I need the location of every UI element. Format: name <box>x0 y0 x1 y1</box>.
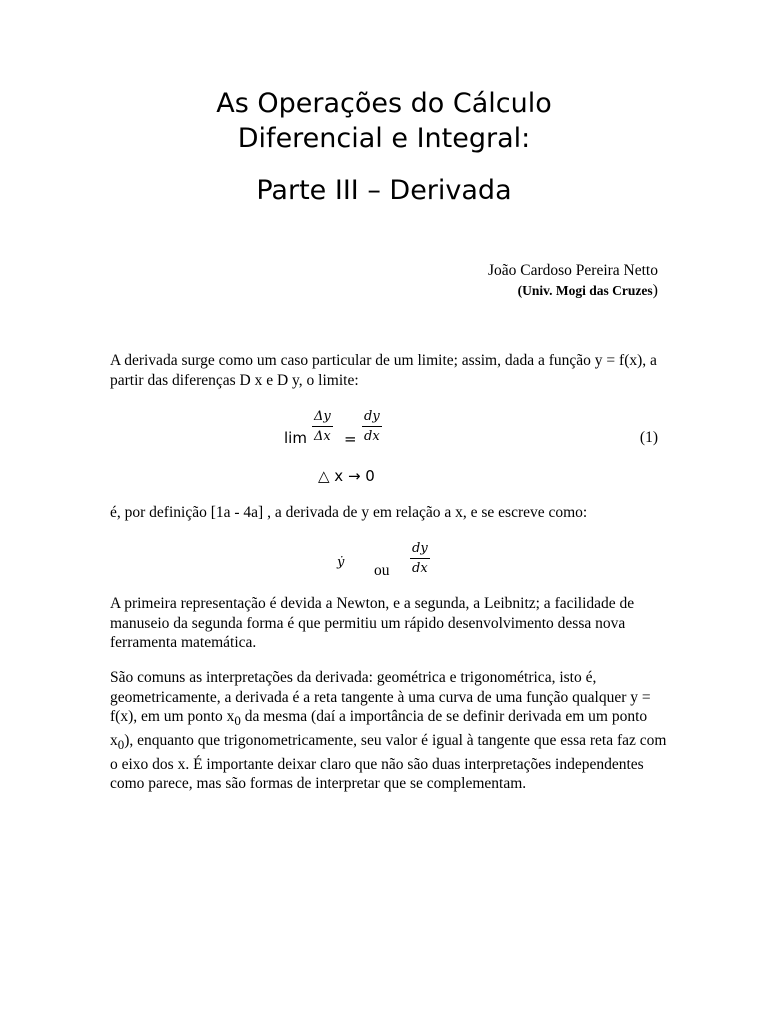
paragraph-4-part-3: ), enquanto que trigonometricamente, seu valor é igual à tangente que essa reta faz com o eixo dos x. É importante deixar claro que não são duas interpretações independentes como parece, mas são formas de interpretar que se complementam. <box>110 731 667 793</box>
eq1-limit-subscript: △ x → 0 <box>318 467 375 485</box>
eq2-frac-numerator: dy <box>412 541 428 556</box>
paragraph-4-part-1: São comuns as interpretações da derivada: geométrica e trigonométrica, isto é, geometricamente, a derivada é a reta tangente à uma curva de uma função qualquer y = f(x), em um ponto x <box>110 669 651 726</box>
eq1-frac1-denominator: Δx <box>314 429 331 444</box>
paragraph-4-part-2: da mesma (daí a importância de se definir derivada em um ponto x <box>110 708 648 749</box>
eq1-frac1-bar <box>312 426 333 427</box>
author-affiliation-close: ) <box>652 282 658 299</box>
paragraph-2: é, por definição [1a - 4a] , a derivada de y em relação a x, e se escreve como: <box>110 504 588 521</box>
author-affiliation-text: (Univ. Mogi das Cruzes <box>517 283 653 298</box>
title-line-3: Parte III – Derivada <box>256 175 512 206</box>
paragraph-4-subscript-1: 0 <box>234 713 241 729</box>
eq2-ou: ou <box>374 562 390 579</box>
title-line-2: Diferencial e Integral: <box>237 123 531 154</box>
eq2-fraction-leibniz <box>410 541 430 576</box>
eq1-frac2-numerator: dy <box>364 409 380 424</box>
eq1-fraction-d <box>362 409 382 444</box>
paragraph-3: A primeira representação é devida a Newton, e a segunda, a Leibnitz; a facilidade de manuseio da segunda forma é que permitiu um rápido desenvolvimento dessa nova ferramenta matemática. <box>110 595 635 652</box>
eq1-number: (1) <box>639 429 658 446</box>
paragraph-4-subscript-2: 0 <box>117 736 125 752</box>
eq1-frac2-denominator: dx <box>364 429 380 444</box>
eq1-frac2-bar <box>362 426 382 427</box>
eq1-fraction-delta <box>312 409 333 444</box>
author-affiliation <box>518 282 658 300</box>
eq2-frac-denominator: dx <box>412 561 428 576</box>
paragraph-1: A derivada surge como um caso particular de um limite; assim, dada a função y = f(x), a partir das diferenças D x e D y, o limite: <box>110 352 657 389</box>
eq2-newton-notation: ẏ <box>337 555 345 570</box>
eq1-equals: = <box>344 430 357 448</box>
paragraph-4 <box>110 668 670 794</box>
title-line-1: As Operações do Cálculo <box>216 88 552 119</box>
author-name: João Cardoso Pereira Netto <box>487 262 658 279</box>
eq2-frac-bar <box>410 558 430 559</box>
eq1-lim: lim <box>284 429 307 447</box>
eq1-frac1-numerator: Δy <box>314 409 331 424</box>
